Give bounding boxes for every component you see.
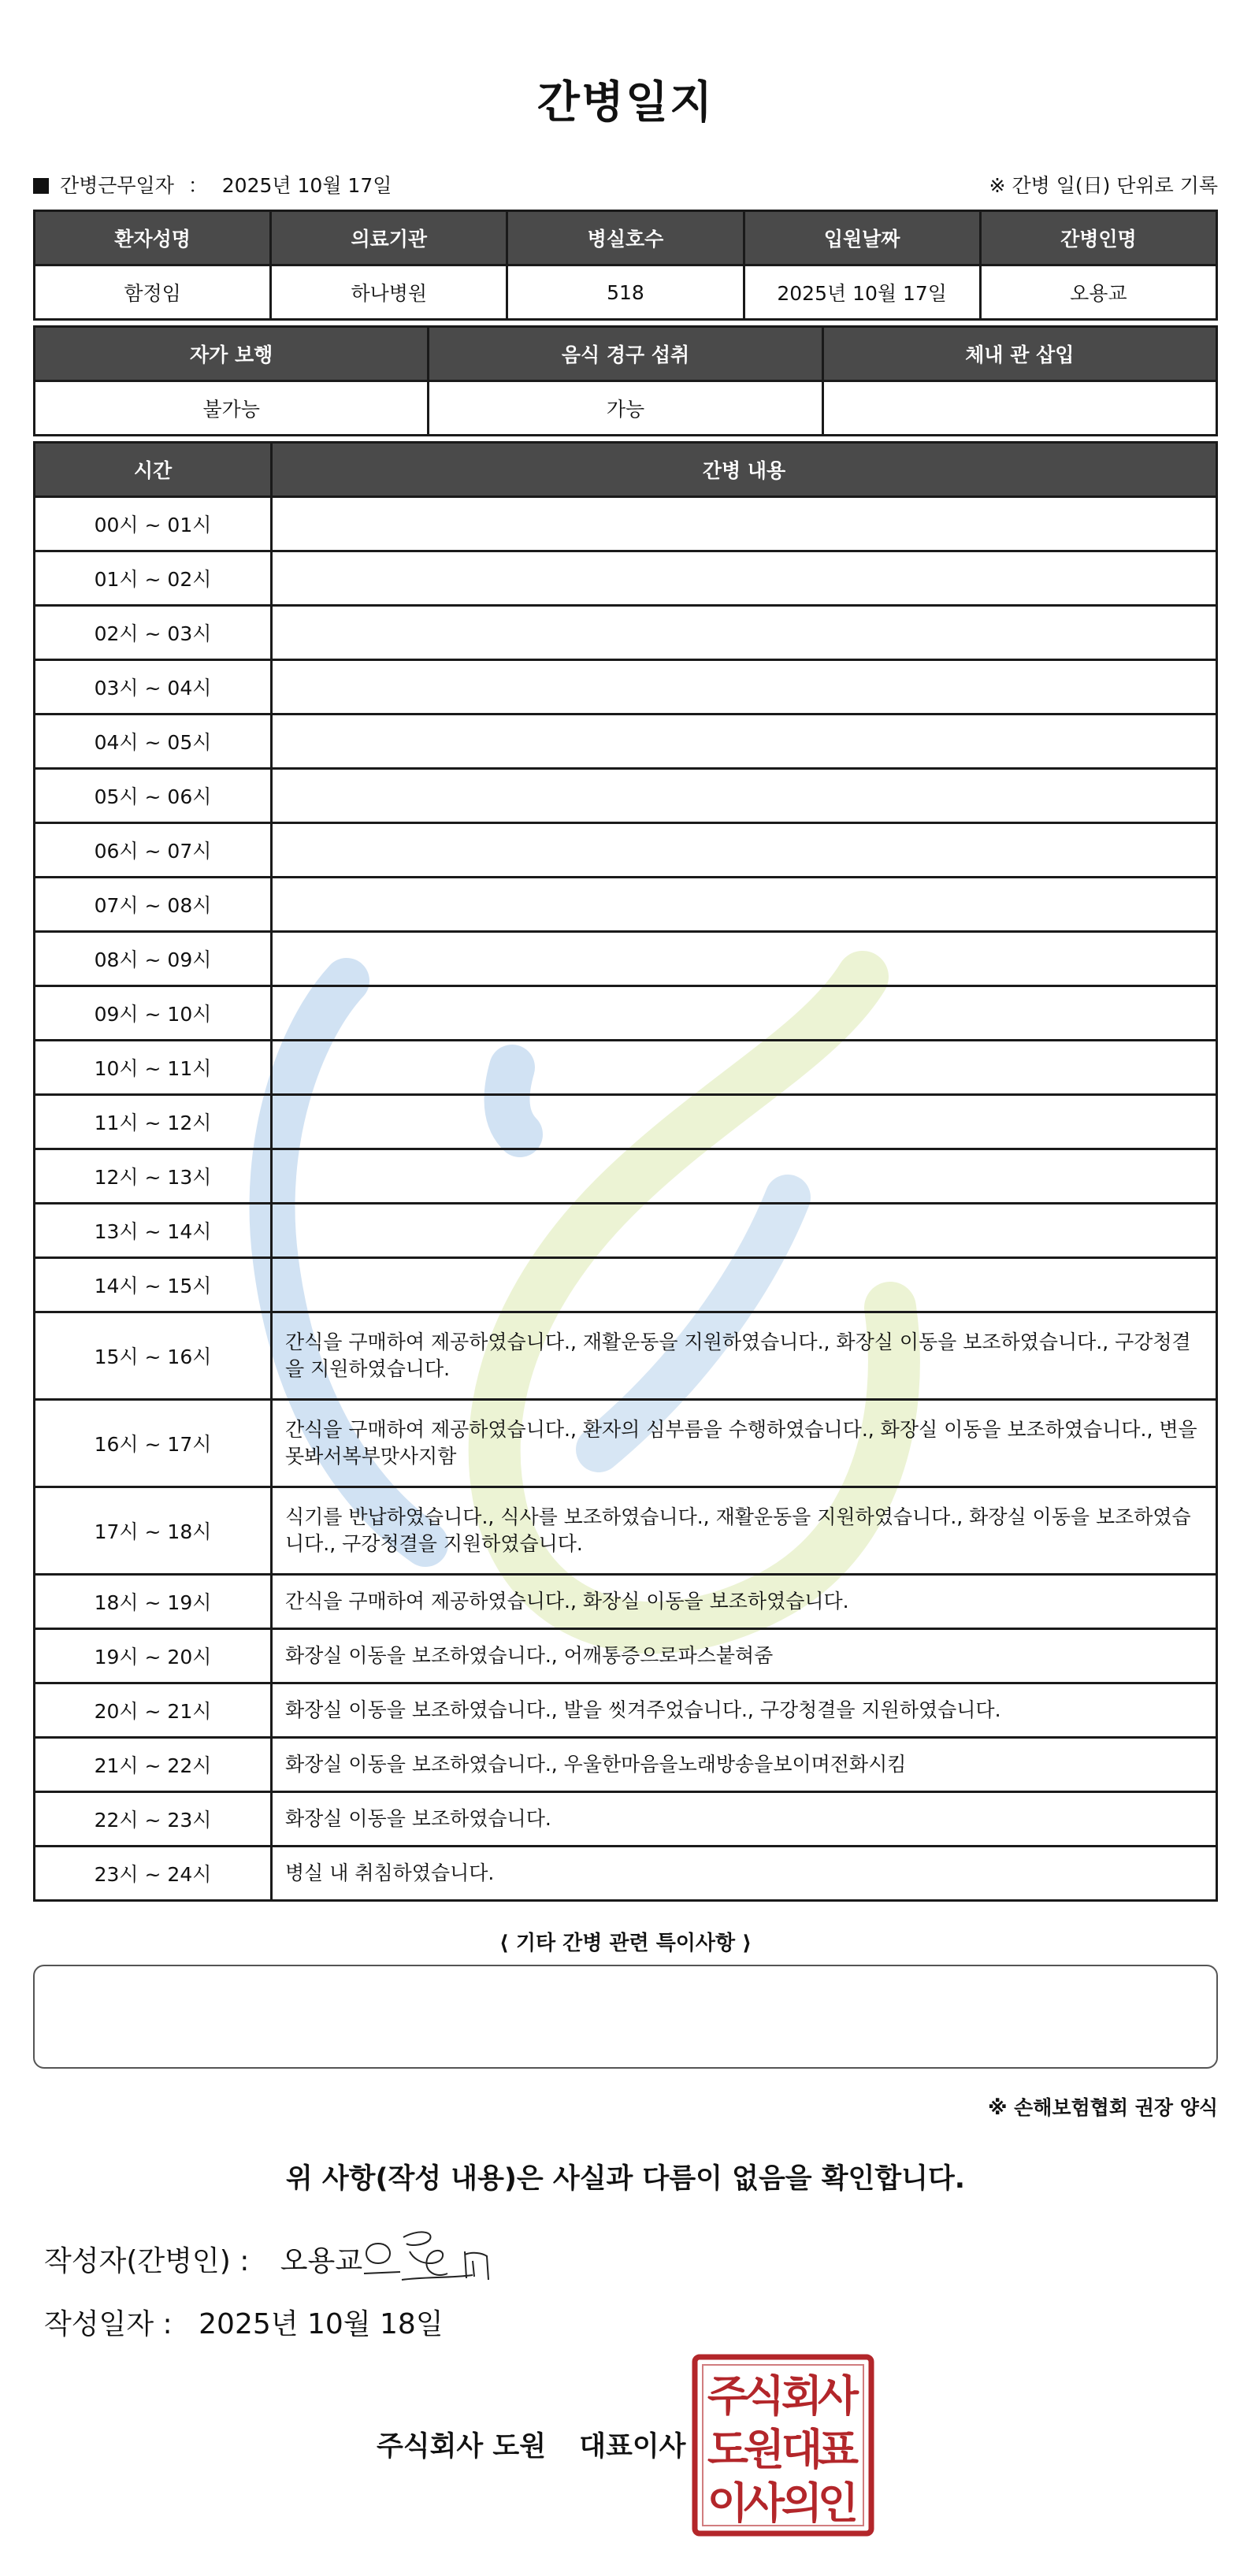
time-cell: 19시 ~ 20시: [35, 1629, 272, 1683]
content-cell: [272, 986, 1217, 1041]
svg-text:대: 대: [781, 2425, 823, 2474]
table-row: [35, 660, 1217, 715]
time-cell: 16시 ~ 17시: [35, 1400, 272, 1487]
table-row: [35, 1487, 1217, 1575]
table-row: [35, 1400, 1217, 1487]
table-row: [35, 1041, 1217, 1095]
caregiver-name: 오용교: [980, 265, 1216, 320]
document-title: 간병일지: [536, 77, 715, 128]
svg-text:도: 도: [707, 2425, 749, 2474]
svg-text:회: 회: [781, 2371, 823, 2421]
content-cell: 식기를 반납하였습니다., 식사를 보조하였습니다., 재활운동을 지원하였습니다., 화장실 이동을 보조하였습니다., 구강청결을 지원하였습니다.: [272, 1487, 1217, 1575]
table-row: [35, 823, 1217, 878]
content-cell: [272, 551, 1217, 606]
time-cell: 12시 ~ 13시: [35, 1149, 272, 1204]
time-cell: 05시 ~ 06시: [35, 769, 272, 823]
confirmation-statement: 위 사항(작성 내용)은 사실과 다름이 없음을 확인합니다.: [285, 2163, 966, 2195]
content-cell: 화장실 이동을 보조하였습니다.: [272, 1792, 1217, 1847]
table-row: [35, 769, 1217, 823]
unit-note: ※ 간병 일(日) 단위로 기록: [989, 174, 1218, 197]
content-cell: [272, 1258, 1217, 1312]
table-row: [35, 497, 1217, 551]
time-cell: 01시 ~ 02시: [35, 551, 272, 606]
write-date-label: 작성일자 :: [44, 2308, 173, 2340]
content-cell: [272, 769, 1217, 823]
header-tube-insertion: 체내 관 삽입: [822, 327, 1216, 381]
time-cell: 13시 ~ 14시: [35, 1204, 272, 1258]
time-cell: 10시 ~ 11시: [35, 1041, 272, 1095]
time-cell: 22시 ~ 23시: [35, 1792, 272, 1847]
content-cell: [272, 1041, 1217, 1095]
table-row: [35, 1312, 1217, 1400]
table-row: [35, 878, 1217, 932]
admission-date: 2025년 10월 17일: [744, 265, 980, 320]
time-cell: 11시 ~ 12시: [35, 1095, 272, 1149]
table-row: [35, 1629, 1217, 1683]
table-row: [35, 715, 1217, 769]
representative-title: 대표이사: [579, 2431, 686, 2463]
header-hospital: 의료기관: [271, 211, 507, 265]
company-name: 주식회사 도원: [377, 2431, 547, 2463]
table-row: [35, 1847, 1217, 1901]
header-time: 시간: [35, 443, 272, 497]
table-row: [35, 1683, 1217, 1738]
table-row: [35, 1095, 1217, 1149]
table-row: [35, 1575, 1217, 1629]
work-date-label: 간병근무일자: [59, 174, 174, 197]
writer-name: 오용교: [280, 2245, 363, 2277]
content-cell: [272, 606, 1217, 660]
header-patient-name: 환자성명: [35, 211, 271, 265]
tube-insertion-value: [822, 381, 1216, 436]
time-cell: 18시 ~ 19시: [35, 1575, 272, 1629]
table-row: [35, 1149, 1217, 1204]
time-cell: 02시 ~ 03시: [35, 606, 272, 660]
header-care-content: 간병 내용: [272, 443, 1217, 497]
content-cell: 화장실 이동을 보조하였습니다., 발을 씻겨주었습니다., 구강청결을 지원하였습니다.: [272, 1683, 1217, 1738]
form-source-note: ※ 손해보험협회 권장 양식: [988, 2096, 1218, 2119]
oral-intake-value: 가능: [429, 381, 822, 436]
work-date-separator: ：: [187, 174, 208, 197]
write-date-line: [44, 2302, 444, 2342]
company-seal-stamp: [692, 2354, 874, 2537]
patient-status-table: [33, 325, 1218, 436]
self-walking-value: 불가능: [35, 381, 429, 436]
content-cell: 간식을 구매하여 제공하였습니다., 화장실 이동을 보조하였습니다.: [272, 1575, 1217, 1629]
table-row: [35, 1204, 1217, 1258]
hospital: 하나병원: [271, 265, 507, 320]
time-cell: 14시 ~ 15시: [35, 1258, 272, 1312]
svg-text:주: 주: [707, 2371, 749, 2421]
content-cell: [272, 660, 1217, 715]
time-cell: 00시 ~ 01시: [35, 497, 272, 551]
table-row: [35, 1258, 1217, 1312]
time-cell: 04시 ~ 05시: [35, 715, 272, 769]
table-row: [35, 932, 1217, 986]
time-cell: 06시 ~ 07시: [35, 823, 272, 878]
svg-text:식: 식: [743, 2371, 785, 2421]
time-cell: 23시 ~ 24시: [35, 1847, 272, 1901]
svg-text:이: 이: [707, 2478, 749, 2528]
header-oral-intake: 음식 경구 섭취: [429, 327, 822, 381]
special-notes-box: [33, 1965, 1218, 2069]
time-cell: 21시 ~ 22시: [35, 1738, 272, 1792]
time-cell: 17시 ~ 18시: [35, 1487, 272, 1575]
patient-name: 함정임: [35, 265, 271, 320]
time-cell: 15시 ~ 16시: [35, 1312, 272, 1400]
content-cell: [272, 1095, 1217, 1149]
room-number: 518: [507, 265, 744, 320]
writer-label: 작성자(간병인) :: [44, 2245, 250, 2277]
svg-text:인: 인: [817, 2478, 859, 2528]
write-date-value: 2025년 10월 18일: [199, 2308, 444, 2340]
content-cell: 간식을 구매하여 제공하였습니다., 재활운동을 지원하였습니다., 화장실 이동을 보조하였습니다., 구강청결을 지원하였습니다.: [272, 1312, 1217, 1400]
square-bullet-icon: [33, 178, 49, 194]
time-cell: 07시 ~ 08시: [35, 878, 272, 932]
content-cell: 화장실 이동을 보조하였습니다., 어깨통증으로파스붙혀줌: [272, 1629, 1217, 1683]
content-cell: [272, 1149, 1217, 1204]
content-cell: [272, 715, 1217, 769]
special-notes-title: ⟨ 기타 간병 관련 특이사항 ⟩: [499, 1932, 752, 1955]
svg-text:사: 사: [743, 2478, 785, 2528]
patient-info-table: [33, 210, 1218, 321]
writer-line: [44, 2239, 362, 2279]
header-admission-date: 입원날짜: [744, 211, 980, 265]
table-row: [35, 1738, 1217, 1792]
table-row: [35, 551, 1217, 606]
time-cell: 20시 ~ 21시: [35, 1683, 272, 1738]
svg-text:표: 표: [817, 2425, 859, 2474]
content-cell: [272, 1204, 1217, 1258]
content-cell: [272, 878, 1217, 932]
content-cell: 병실 내 취침하였습니다.: [272, 1847, 1217, 1901]
content-cell: 화장실 이동을 보조하였습니다., 우울한마음을노래방송을보이며전화시킴: [272, 1738, 1217, 1792]
company-line: [377, 2425, 685, 2464]
content-cell: 간식을 구매하여 제공하였습니다., 환자의 심부름을 수행하였습니다., 화장실 이동을 보조하였습니다., 변을못봐서복부맛사지함: [272, 1400, 1217, 1487]
handwritten-signature: [355, 2220, 512, 2291]
time-cell: 09시 ~ 10시: [35, 986, 272, 1041]
table-row: [35, 1792, 1217, 1847]
work-date-value: 2025년 10월 17일: [221, 174, 392, 197]
time-cell: 03시 ~ 04시: [35, 660, 272, 715]
content-cell: [272, 497, 1217, 551]
table-row: [35, 986, 1217, 1041]
time-cell: 08시 ~ 09시: [35, 932, 272, 986]
table-row: [35, 606, 1217, 660]
svg-text:원: 원: [743, 2425, 785, 2474]
svg-text:의: 의: [781, 2478, 823, 2528]
header-self-walking: 자가 보행: [35, 327, 429, 381]
svg-text:사: 사: [817, 2371, 859, 2421]
header-caregiver-name: 간병인명: [980, 211, 1216, 265]
work-date-line: [33, 170, 392, 199]
content-cell: [272, 932, 1217, 986]
content-cell: [272, 823, 1217, 878]
header-room-number: 병실호수: [507, 211, 744, 265]
care-log-table: [33, 441, 1218, 1902]
